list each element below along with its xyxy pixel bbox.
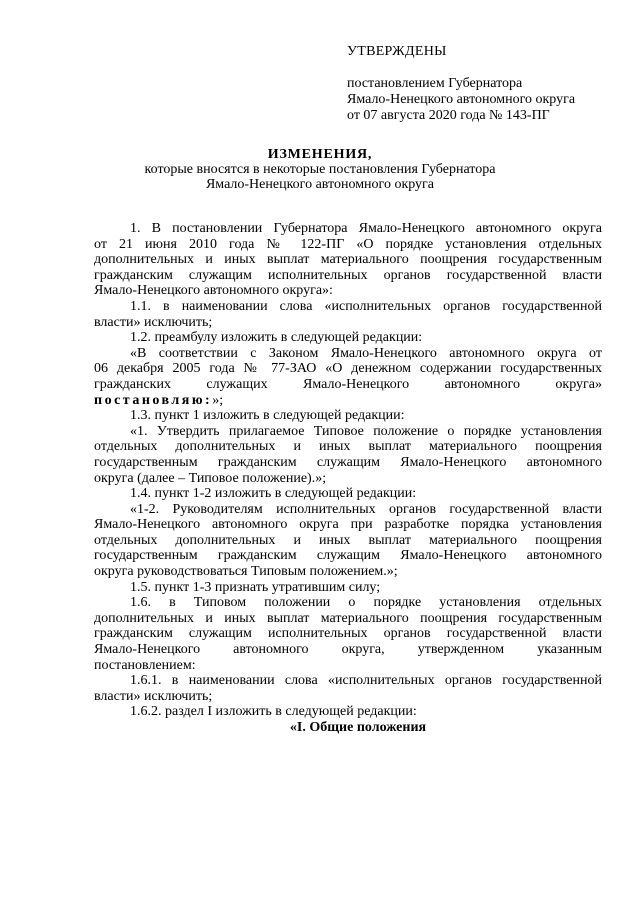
section-heading: «I. Общие положения — [289, 720, 427, 735]
text-line: постановлением: — [94, 657, 196, 673]
document-body — [94, 221, 602, 736]
text-line: дополнительных и иных выплат материального поощрения государственным — [94, 610, 602, 626]
text-line: 1.5. пункт 1-3 признать утратившим силу; — [130, 579, 381, 595]
text-line: дополнительных и иных выплат материального поощрения государственным — [94, 252, 602, 268]
text-line: «1. Утвердить прилагаемое Типовое положение о порядке установления — [130, 423, 602, 439]
text-line: 1.1. в наименовании слова «исполнительных органов государственной — [130, 298, 602, 314]
text-line: отдельных дополнительных и иных выплат материального поощрения — [94, 439, 602, 455]
approved-heading: УТВЕРЖДЕНЫ — [347, 44, 447, 59]
document-title: ИЗМЕНЕНИЯ, — [267, 147, 373, 162]
text-line: отдельных дополнительных и иных выплат материального поощрения — [94, 532, 602, 548]
text-line: округа руководствоваться Типовым положением.»; — [94, 564, 398, 580]
document-subtitle-line: которые вносятся в некоторые постановления Губернатора — [144, 162, 496, 177]
document-title-block — [0, 147, 640, 192]
text-line: 06 декабря 2005 года № 77-ЗАО «О денежном содержании государственных — [94, 361, 602, 377]
text-line: «В соответствии с Законом Ямало-Ненецкого автономного округа от — [130, 345, 602, 361]
text-line: власти» исключить; — [94, 688, 213, 704]
text-line: Ямало-Ненецкого автономного округа при разработке порядка установления — [94, 517, 602, 533]
approval-line: постановлением Губернатора — [347, 76, 523, 91]
approval-block — [347, 44, 575, 124]
text-line: гражданским служащим исполнительных органов государственной власти — [94, 626, 602, 642]
text-line: от 21 июня 2010 года № 122-ПГ «О порядке установления отдельных — [94, 236, 602, 252]
approval-line: Ямало-Ненецкого автономного округа — [347, 92, 576, 107]
text-line: гражданских служащих Ямало-Ненецкого автономного округа» — [94, 376, 602, 392]
quote-end: »; — [212, 392, 224, 408]
text-line: «1-2. Руководителям исполнительных органов государственной власти — [130, 501, 602, 517]
text-line: 1.6.2. раздел I изложить в следующей редакции: — [130, 704, 417, 720]
document-subtitle-line: Ямало-Ненецкого автономного округа — [205, 177, 435, 192]
resolve-word: постановляю: — [94, 392, 213, 408]
text-line: государственным гражданским служащим Ямало-Ненецкого автономного — [94, 548, 602, 564]
text-line: округа (далее – Типовое положение).»; — [94, 470, 327, 486]
text-line: 1.6. в Типовом положении о порядке установления отдельных — [130, 595, 602, 611]
text-line — [94, 393, 602, 409]
text-line: власти» исключить; — [94, 314, 213, 330]
text-line: 1.3. пункт 1 изложить в следующей редакции: — [130, 408, 405, 424]
text-line: 1. В постановлении Губернатора Ямало-Ненецкого автономного округа — [130, 221, 602, 236]
approval-line: от 07 августа 2020 года № 143-ПГ — [347, 108, 550, 123]
text-line: государственным гражданским служащим Ямало-Ненецкого автономного — [94, 454, 602, 470]
text-line: Ямало-Ненецкого автономного округа, утвержденном указанным — [94, 642, 602, 658]
text-line: 1.4. пункт 1-2 изложить в следующей редакции: — [130, 486, 417, 502]
text-line: 1.2. преамбулу изложить в следующей редакции: — [130, 330, 423, 346]
text-line: гражданским служащим исполнительных органов государственной власти — [94, 267, 602, 283]
text-line: 1.6.1. в наименовании слова «исполнительных органов государственной — [130, 673, 602, 689]
text-line: Ямало-Ненецкого автономного округа»: — [94, 283, 333, 299]
